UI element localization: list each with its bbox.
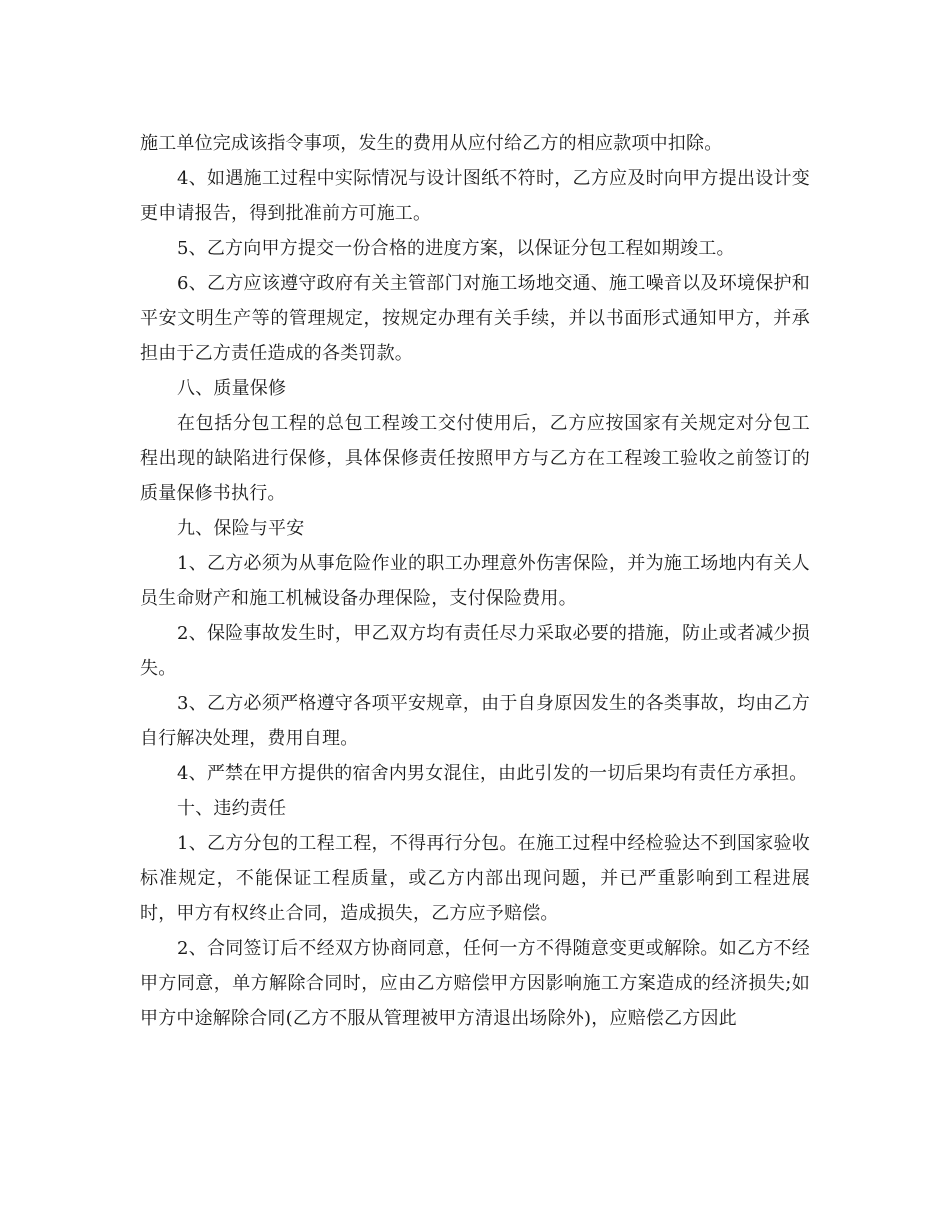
paragraph-breach-2: 2、合同签订后不经双方协商同意，任何一方不得随意变更或解除。如乙方不经甲方同意，单方解除合同时，应由乙方赔偿甲方因影响施工方案造成的经济损失;如甲方中途解除合同(乙方不服从管理被甲方清退出场除外)，应赔偿乙方因此: [140, 938, 810, 1029]
paragraph-insurance-4: 4、严禁在甲方提供的宿舍内男女混住，由此引发的一切后果均有责任方承担。: [177, 763, 808, 784]
paragraph-item-6-regulations: 6、乙方应该遵守政府有关主管部门对施工场地交通、施工噪音以及环境保护和平安文明生产等的管理规定，按规定办理有关手续，并以书面形式通知甲方，并承担由于乙方责任造成的各类罚款。: [140, 273, 810, 364]
paragraph-breach-1: 1、乙方分包的工程工程，不得再行分包。在施工过程中经检验达不到国家验收标准规定，不能保证工程质量，或乙方内部出现问题，并已严重影响到工程进展时，甲方有权终止合同，造成损失，乙方应予赔偿。: [140, 833, 810, 924]
paragraph-warranty: 在包括分包工程的总包工程竣工交付使用后，乙方应按国家有关规定对分包工程出现的缺陷进行保修，具体保修责任按照甲方与乙方在工程竣工验收之前签订的质量保修书执行。: [140, 413, 810, 504]
document-body: [140, 126, 810, 1036]
paragraph-insurance-1: 1、乙方必须为从事危险作业的职工办理意外伤害保险，并为施工场地内有关人员生命财产和施工机械设备办理保险，支付保险费用。: [140, 553, 810, 609]
paragraph-item-5-schedule: 5、乙方向甲方提交一份合格的进度方案，以保证分包工程如期竣工。: [177, 238, 735, 259]
section-heading-quality-warranty: 八、质量保修: [177, 378, 287, 399]
paragraph-continuation: 施工单位完成该指令事项，发生的费用从应付给乙方的相应款项中扣除。: [140, 133, 723, 154]
paragraph-item-4-design-change: 4、如遇施工过程中实际情况与设计图纸不符时，乙方应及时向甲方提出设计变更申请报告，得到批准前方可施工。: [140, 168, 810, 224]
paragraph-insurance-2: 2、保险事故发生时，甲乙双方均有责任尽力采取必要的措施，防止或者减少损失。: [140, 623, 810, 679]
section-heading-breach-liability: 十、违约责任: [177, 798, 287, 819]
paragraph-insurance-3: 3、乙方必须严格遵守各项平安规章，由于自身原因发生的各类事故，均由乙方自行解决处理，费用自理。: [140, 693, 810, 749]
section-heading-insurance-safety: 九、保险与平安: [177, 518, 305, 539]
